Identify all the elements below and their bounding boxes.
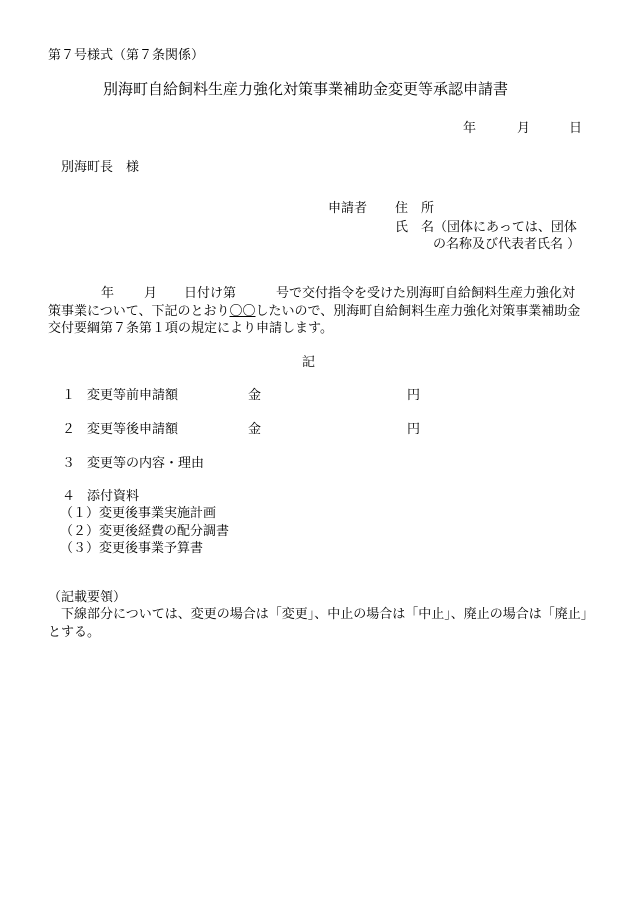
date-month: 月 xyxy=(517,121,531,136)
yen-label: 円 xyxy=(407,388,421,403)
date-year: 年 xyxy=(463,121,477,136)
item-label: 変更等前申請額 xyxy=(87,388,179,403)
document-title: 別海町自給飼料生産力強化対策事業補助金変更等承認申請書 xyxy=(103,80,509,98)
attachment-item: （２）変更後経費の配分調書 xyxy=(60,524,230,539)
item-label: 添付資料 xyxy=(87,489,140,504)
kin-label: 金 xyxy=(248,422,262,437)
kin-label: 金 xyxy=(248,388,262,403)
date-day: 日 xyxy=(569,121,583,136)
notes-text: 下線部分については、変更の場合は「変更」、中止の場合は「中止」、廃止の場合は「廃止」とする。 xyxy=(48,607,588,640)
body-day-no: 日付け第 xyxy=(184,286,237,301)
ki-heading: 記 xyxy=(302,355,316,370)
item-label: 変更等の内容・理由 xyxy=(87,456,205,471)
address-label: 住 所 xyxy=(395,201,435,216)
body-paragraph xyxy=(48,285,588,338)
body-issue-text: 号で交付指令を受けた別海町自給飼料生産力強化対策事業について、下記のとおり xyxy=(48,286,576,319)
item-number: ３ xyxy=(62,456,76,471)
attachment-item: （１）変更後事業実施計画 xyxy=(60,506,217,521)
item-number: ４ xyxy=(62,489,76,504)
attachment-item: （３）変更後事業予算書 xyxy=(60,541,204,556)
yen-label: 円 xyxy=(407,422,421,437)
name-label: 氏 名（団体にあっては、団体 xyxy=(395,220,577,235)
item-label: 変更等後申請額 xyxy=(87,422,179,437)
notes-heading: （記載要領） xyxy=(48,590,127,605)
applicant-label: 申請者 xyxy=(328,201,368,216)
addressee: 別海町長 様 xyxy=(61,160,140,175)
change-placeholder: 〇〇 xyxy=(229,303,256,319)
body-month: 月 xyxy=(144,286,158,301)
body-year: 年 xyxy=(101,286,115,301)
name-note: の名称及び代表者氏名 ） xyxy=(433,237,581,252)
item-number: １ xyxy=(62,388,76,403)
body-rest-text: したいので、別海町自給飼料生産力強化対策事業補助金交付要綱第７条第１項の規定により申請します。 xyxy=(48,303,581,336)
form-number: 第７号様式（第７条関係） xyxy=(48,48,205,63)
item-number: ２ xyxy=(62,422,76,437)
